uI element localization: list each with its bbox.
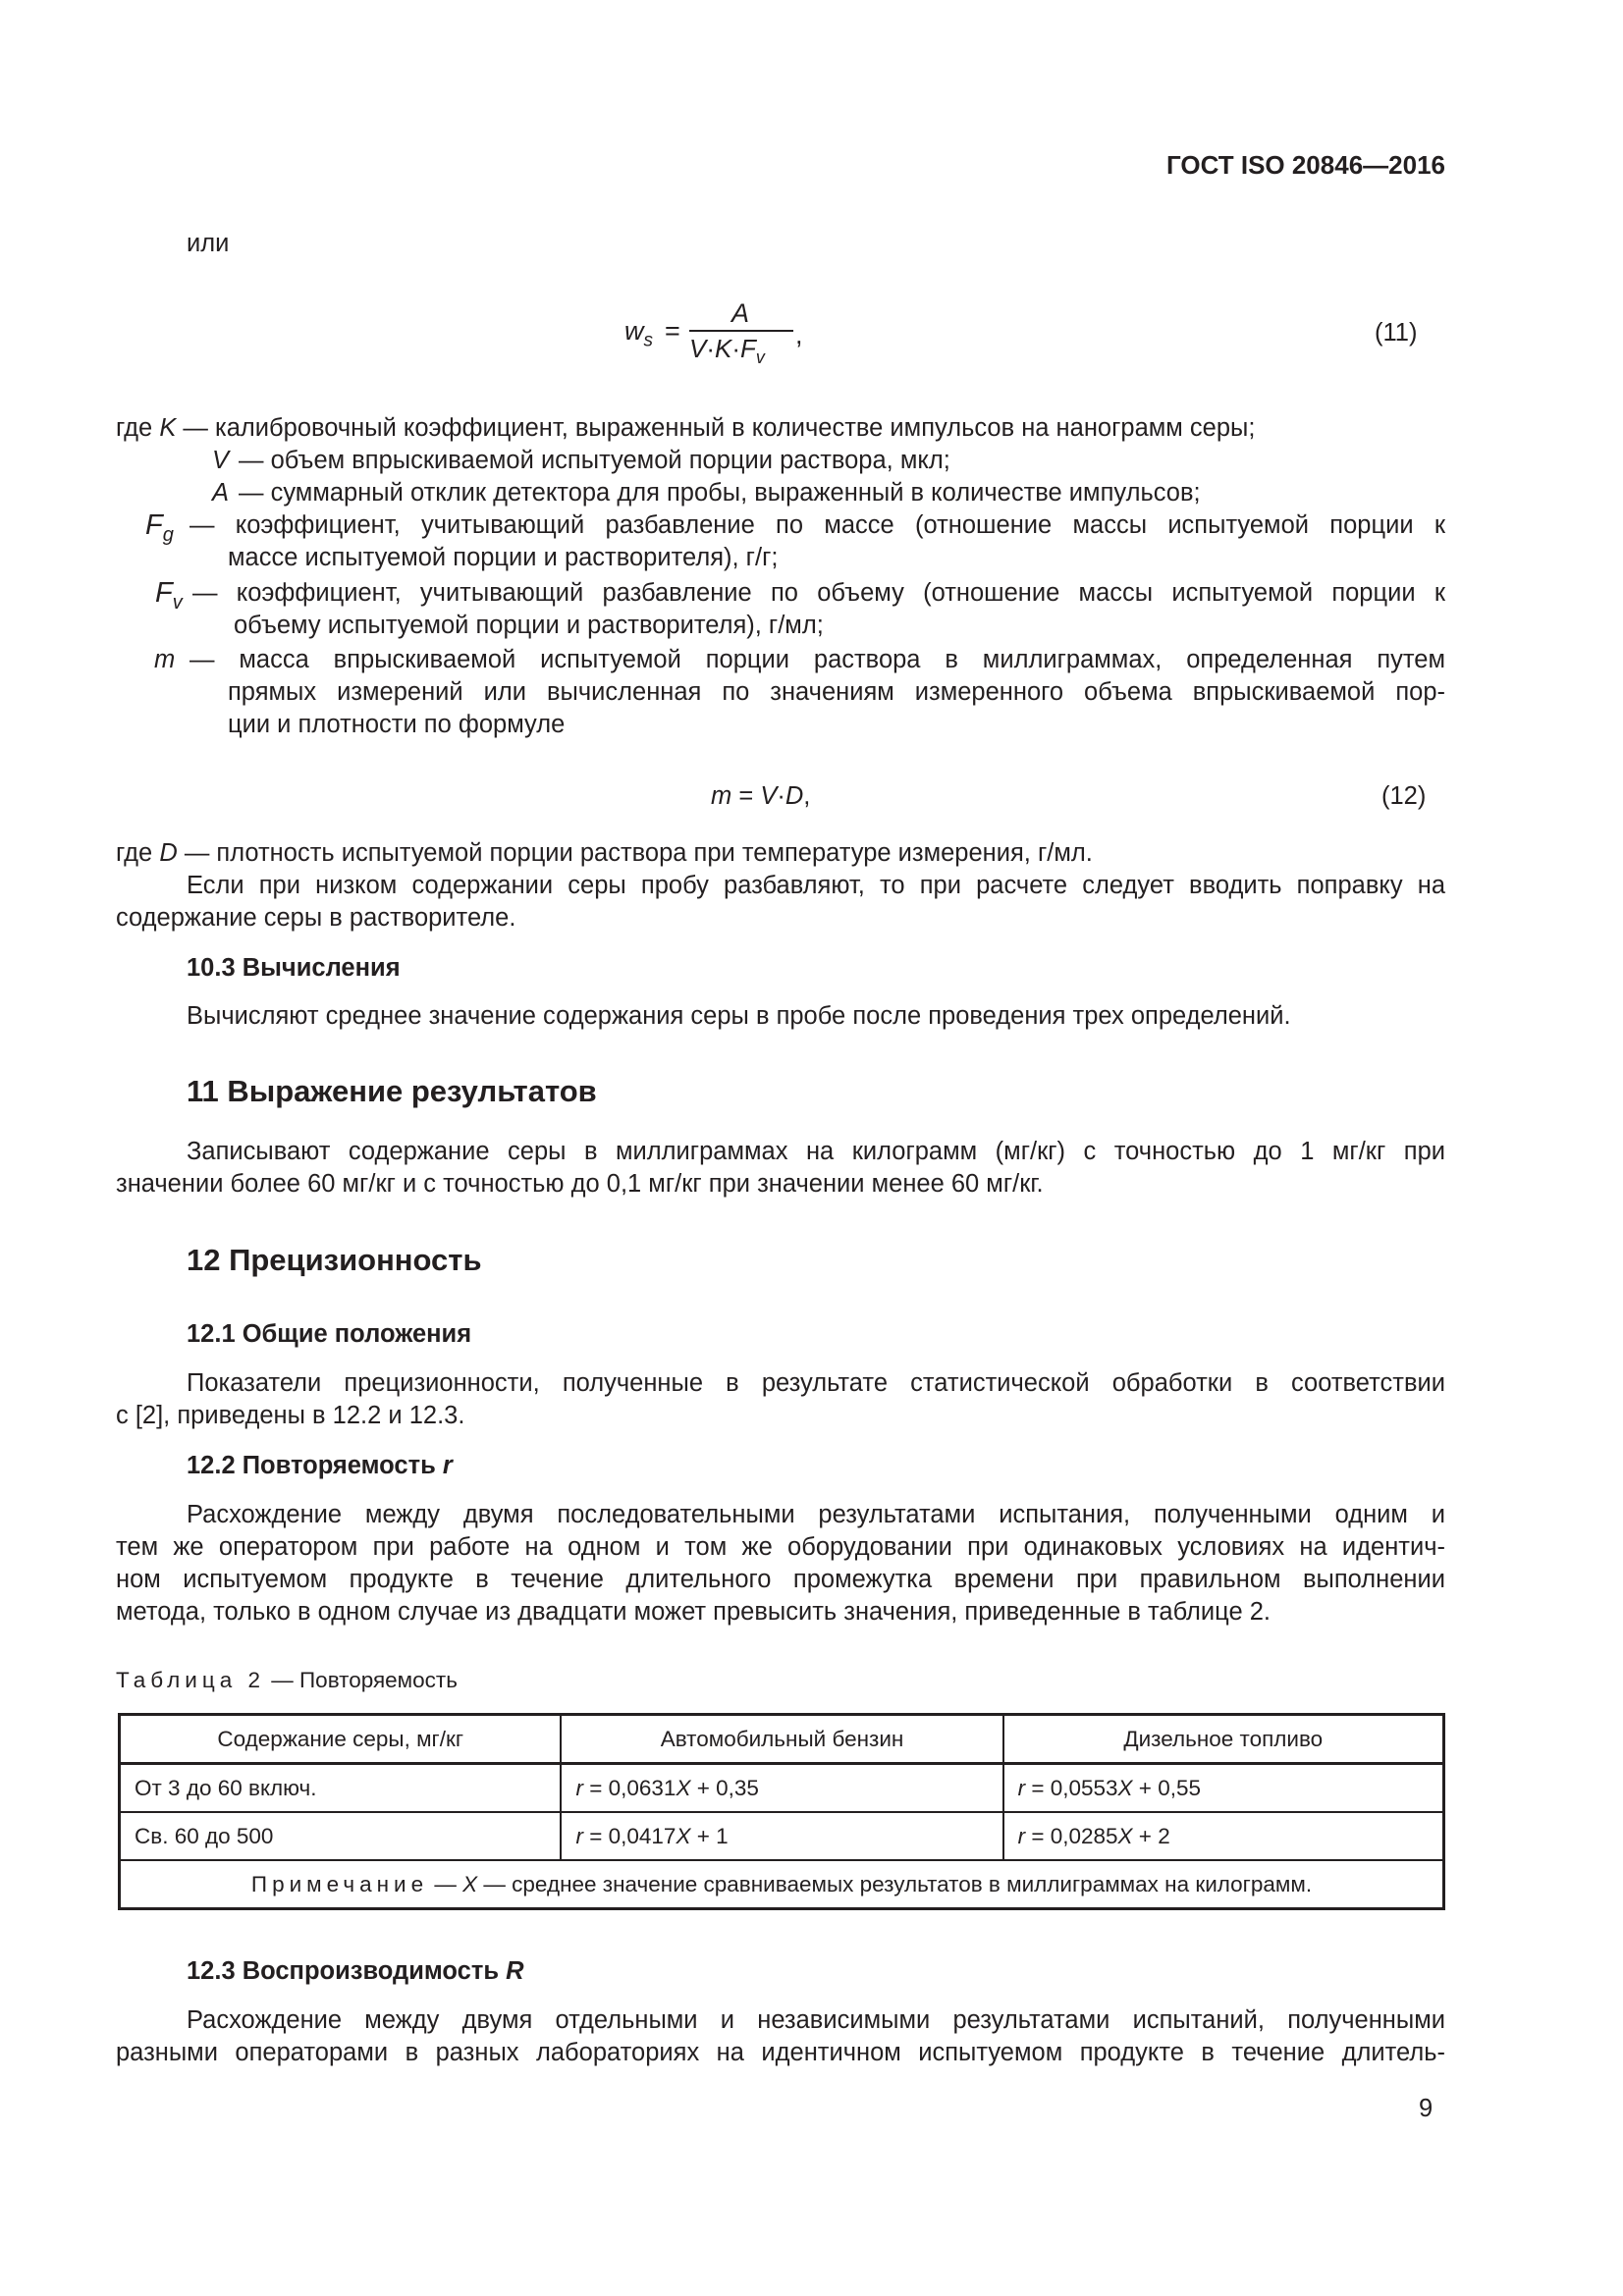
def-v-text: — объем впрыскиваемой испытуемой порции раствора, мкл; xyxy=(239,447,950,474)
def-m-line1: — масса впрыскиваемой испытуемой порции раствора в миллиграммах, определенная путем xyxy=(189,646,1445,673)
def-fg-line1: — коэффициент, учитывающий разбавление по массе (отношение массы испытуемой порции к xyxy=(189,511,1445,539)
table-cell-gasoline: r = 0,0631X + 0,35 xyxy=(561,1764,1002,1813)
table-note: Примечание — X — среднее значение сравниваемых результатов в миллиграммах на килограмм. xyxy=(120,1860,1444,1909)
para-dilution-line2: содержание серы в растворителе. xyxy=(116,904,516,932)
formula-11-numerator: A xyxy=(731,298,750,328)
heading-12: 12 Прецизионность xyxy=(187,1243,482,1277)
standard-header: ГОСТ ISO 20846—2016 xyxy=(1165,150,1445,180)
para-10-3: Вычисляют среднее значение содержания серы в пробе после проведения трех определений. xyxy=(187,1002,1291,1030)
table-2-caption: Таблица 2 — Повторяемость xyxy=(116,1668,458,1692)
heading-12-1: 12.1 Общие положения xyxy=(187,1320,472,1348)
table-cell-range: От 3 до 60 включ. xyxy=(120,1764,562,1813)
def-fv-term: $F_v$ xyxy=(155,577,183,614)
para-12-3-line1: Расхождение между двумя отдельными и независимыми результатами испытаний, полученными xyxy=(187,2006,1445,2034)
def-d: где D — плотность испытуемой порции раствора при температуре измерения, г/мл. xyxy=(116,839,1093,867)
formula-11-denominator: $V\cdot K\cdot F_v$ xyxy=(689,334,765,368)
def-m-line3: ции и плотности по формуле xyxy=(228,711,566,738)
table-cell-diesel: r = 0,0285X + 2 xyxy=(1003,1812,1444,1860)
formula-12-number: (12) xyxy=(1381,782,1427,810)
table-cell-diesel: r = 0,0553X + 0,55 xyxy=(1003,1764,1444,1813)
repeatability-table xyxy=(118,1713,1445,1910)
para-12-1-line2: с [2], приведены в 12.2 и 12.3. xyxy=(116,1402,465,1429)
heading-12-2: 12.2 Повторяемость r xyxy=(187,1452,453,1479)
para-12-2-line2: тем же оператором при работе на одном и том же оборудовании при одинаковых условиях на идентич- xyxy=(116,1533,1445,1561)
formula-11-comma: , xyxy=(795,320,803,349)
para-12-1-line1: Показатели прецизионности, полученные в результате статистической обработки в соответствии xyxy=(187,1369,1445,1397)
para-dilution-line1: Если при низком содержании серы пробу разбавляют, то при расчете следует вводить поправку на xyxy=(187,872,1445,899)
formula-11-lhs: w xyxy=(624,316,644,346)
def-fg-term: $F_g$ xyxy=(145,509,174,546)
table-header-cell: Содержание серы, мг/кг xyxy=(120,1715,562,1764)
def-k: где K — калибровочный коэффициент, выраженный в количестве импульсов на нанограмм серы; xyxy=(116,414,1256,442)
table-row xyxy=(120,1812,1444,1860)
table-cell-range: Св. 60 до 500 xyxy=(120,1812,562,1860)
formula-11-eq: = xyxy=(665,316,680,346)
formula-11-lhs-sub: s xyxy=(643,330,653,351)
table-cell-gasoline: r = 0,0417X + 1 xyxy=(561,1812,1002,1860)
def-v-term: V xyxy=(211,447,229,474)
def-fv-line2: объему испытуемой порции и растворителя), г/мл; xyxy=(234,612,824,639)
formula-12: m = V·D, xyxy=(711,782,811,810)
para-11-line2: значении более 60 мг/кг и с точностью до 0,1 мг/кг при значении менее 60 мг/кг. xyxy=(116,1170,1044,1198)
def-m-term: m xyxy=(154,646,176,673)
para-12-2-line4: метода, только в одном случае из двадцати может превысить значения, приведенные в таблице 2. xyxy=(116,1598,1271,1626)
heading-12-3: 12.3 Воспроизводимость R xyxy=(187,1957,524,1985)
formula-11-fraction-bar xyxy=(689,330,793,332)
para-12-2-line3: ном испытуемом продукте в течение длительного промежутка времени при правильном выполнении xyxy=(116,1566,1445,1593)
def-a-term: A xyxy=(211,479,229,507)
page-number: 9 xyxy=(1419,2095,1434,2122)
intro-word: или xyxy=(187,230,230,257)
para-11-line1: Записывают содержание серы в миллиграммах на килограмм (мг/кг) с точностью до 1 мг/кг при xyxy=(187,1138,1445,1165)
def-a-text: — суммарный отклик детектора для пробы, выраженный в количестве импульсов; xyxy=(239,479,1201,507)
para-12-2-line1: Расхождение между двумя последовательными результатами испытания, полученными одним и xyxy=(187,1501,1445,1528)
heading-10-3: 10.3 Вычисления xyxy=(187,954,401,982)
table-header-cell: Автомобильный бензин xyxy=(561,1715,1002,1764)
table-note-row xyxy=(120,1860,1444,1909)
formula-11-number: (11) xyxy=(1375,319,1418,347)
table-header-row xyxy=(120,1715,1444,1764)
def-m-line2: прямых измерений или вычисленная по значениям измеренного объема впрыскиваемой пор- xyxy=(228,678,1445,706)
table-row xyxy=(120,1764,1444,1813)
def-fg-line2: массе испытуемой порции и растворителя), г/г; xyxy=(228,544,779,571)
para-12-3-line2: разными операторами в разных лабораториях на идентичном испытуемом продукте в течение длитель- xyxy=(116,2039,1445,2066)
def-fv-line1: — коэффициент, учитывающий разбавление по объему (отношение массы испытуемой порции к xyxy=(192,579,1445,607)
table-header-cell: Дизельное топливо xyxy=(1003,1715,1444,1764)
heading-11: 11 Выражение результатов xyxy=(187,1074,597,1108)
